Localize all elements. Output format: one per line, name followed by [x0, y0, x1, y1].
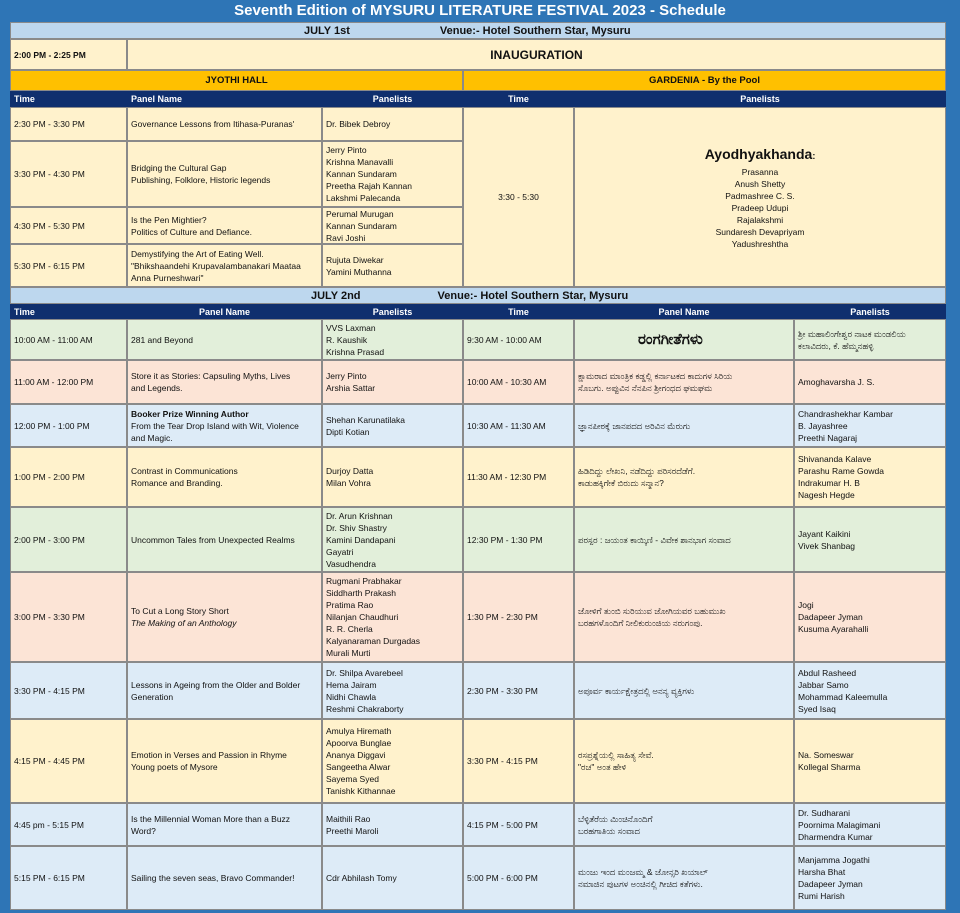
- session-panel-right: [574, 719, 794, 803]
- session-panel-line: Booker Prize Winning Author: [131, 408, 249, 419]
- session-panel-right: [574, 319, 794, 360]
- session-panel-line: To Cut a Long Story Short: [131, 606, 229, 616]
- session-panelists-right-line: ಕಲಾವಿದರು, ಕೆ. ಹೆಮ್ಮನಹಳ್ಳಿ: [798, 340, 874, 351]
- gardenia-panelist: Prasanna: [741, 167, 779, 177]
- session-panelists-line: Kannan Sundaram: [326, 169, 397, 179]
- session-panelists-line: R. Kaushik: [326, 334, 368, 345]
- session-time-right: 3:30 PM - 4:15 PM: [463, 719, 574, 803]
- header-time: Time: [10, 304, 127, 319]
- day2-date: JULY 2nd: [311, 289, 361, 302]
- session-panel: [127, 662, 322, 719]
- session-panelists: [322, 803, 463, 846]
- session-time: 4:45 pm - 5:15 PM: [10, 803, 127, 846]
- session-panel: [127, 404, 322, 447]
- session-panel-line: and Magic.: [131, 432, 173, 443]
- session-panel-line: Publishing, Folklore, Historic legends: [131, 175, 271, 185]
- session-panel-right-line: ಜ್ಞಾನಪೀಠಕ್ಕೆ ಜಾನಪದದ ಅರಿವಿನ ಮೆರುಗು: [578, 420, 691, 431]
- session-panelists: [322, 572, 463, 662]
- gardenia-panelist: Rajalakshmi: [736, 215, 784, 225]
- session-panel-right: [574, 662, 794, 719]
- session-panelists-line: Dipti Kotian: [326, 426, 370, 437]
- session-panelists-line: Shehan Karunatilaka: [326, 414, 405, 425]
- session-time-right: 4:15 PM - 5:00 PM: [463, 803, 574, 846]
- session-panelists-line: Yamini Muthanna: [326, 266, 392, 277]
- session-time: 3:30 PM - 4:15 PM: [10, 662, 127, 719]
- session-panel-right-line: ಬೆಳ್ಳಿತೆರೆಯ ಮಿಂಚಿನೊಂದಿಗೆ: [578, 813, 653, 824]
- session-panelists-right-line: Syed Isaq: [798, 703, 836, 714]
- session-panel-right-line: ಕ್ಷಾಮರಾದ ಮಾಂತ್ರಿಕ ಕಡ್ಡಲ್ಲಿ ಕರ್ನಾಟಕದ ಕಾದುಗಳ ಸಿರಿಯ: [578, 371, 733, 381]
- session-panel-right: [574, 803, 794, 846]
- session-panelists-right-line: Dadapeer Jyman: [798, 879, 863, 889]
- session-panel-right: [574, 447, 794, 507]
- session-time-right: 10:00 AM - 10:30 AM: [463, 360, 574, 404]
- session-panelists-right-line: Vivek Shanbag: [798, 540, 856, 551]
- session-time: 2:00 PM - 3:00 PM: [10, 507, 127, 572]
- session-panel: [127, 719, 322, 803]
- session-panelists-right-line: Poornima Malagimani: [798, 819, 881, 830]
- session-panel-line: Politics of Culture and Defiance.: [131, 226, 252, 237]
- session-panel-line: Contrast in Communications: [131, 466, 238, 476]
- session-panelists-right-line: Manjamma Jogathi: [798, 855, 870, 865]
- day2-header-row: [10, 287, 946, 304]
- session-panel-line: Is the Millennial Woman More than a Buzz: [131, 813, 291, 824]
- header-panel-name: Panel Name: [127, 304, 322, 319]
- session-panel-right-line: ರಂಗಗೀತೆಗಳು: [638, 330, 703, 348]
- header-panelists: Panelists: [322, 304, 463, 319]
- session-panel-right-line: "ರಚ" ಅಂತ ಹೇಳಿ: [578, 762, 627, 772]
- session-panelists-line: Jerry Pinto: [326, 145, 367, 155]
- header-panelists: Panelists: [322, 91, 463, 107]
- session-panelists-right-line: B. Jayashree: [798, 420, 848, 431]
- session-panelists-line: Tanishk Kithannae: [326, 786, 396, 796]
- session-panelists: [322, 319, 463, 360]
- session-panelists-line: Rujuta Diwekar: [326, 254, 384, 265]
- gardenia-panelist: Yadushreshtha: [731, 239, 789, 249]
- session-panelists: [322, 207, 463, 244]
- page-title: Seventh Edition of MYSURU LITERATURE FESTIVAL 2023 - Schedule: [234, 2, 726, 19]
- session-panel: [127, 572, 322, 662]
- hall-gardenia: GARDENIA - By the Pool: [463, 70, 946, 91]
- session-time-right: 2:30 PM - 3:30 PM: [463, 662, 574, 719]
- session-panelists-right-line: Na. Someswar: [798, 750, 854, 760]
- session-panel-right-line: ಬರಹಗಾತಿಯ ಸಂವಾದ: [578, 825, 640, 836]
- session-time-right: 5:00 PM - 6:00 PM: [463, 846, 574, 910]
- session-panelists-line: Sayema Syed: [326, 774, 379, 784]
- gardenia-panelist: Pradeep Udupi: [731, 203, 789, 213]
- session-panelists-line: Vasudhendra: [326, 558, 376, 569]
- session-panelists-line: Kannan Sundaram: [326, 220, 397, 231]
- session-time: 5:15 PM - 6:15 PM: [10, 846, 127, 910]
- session-time: 2:30 PM - 3:30 PM: [10, 107, 127, 141]
- session-time: 4:30 PM - 5:30 PM: [10, 207, 127, 244]
- session-time-right: 9:30 AM - 10:00 AM: [463, 319, 574, 360]
- session-time: 3:30 PM - 4:30 PM: [10, 141, 127, 207]
- session-panelists-right: [794, 507, 946, 572]
- session-panel-line: Word?: [131, 825, 156, 836]
- session-panelists: [322, 662, 463, 719]
- session-panelists-line: Lakshmi Palecanda: [326, 193, 401, 203]
- session-panelists-right: [794, 319, 946, 360]
- session-panelists-line: Murali Murti: [326, 648, 371, 658]
- session-panelists-right-line: Dharmendra Kumar: [798, 831, 873, 842]
- session-time-right: 12:30 PM - 1:30 PM: [463, 507, 574, 572]
- session-panelists-right-line: Preethi Nagaraj: [798, 432, 858, 443]
- session-time-right: 1:30 PM - 2:30 PM: [463, 572, 574, 662]
- gardenia-title-suffix: :: [812, 151, 816, 161]
- session-panelists-line: Milan Vohra: [326, 478, 371, 488]
- session-panelists-right: [794, 572, 946, 662]
- session-panelists-right: [794, 662, 946, 719]
- session-panelists-right-line: Kusuma Ayarahalli: [798, 624, 869, 634]
- session-panel-line: Governance Lessons from Itihasa-Puranas': [131, 119, 295, 129]
- session-panelists-right-line: ಶ್ರೀ ಮಹಾಲಿಂಗೇಶ್ವರ ನಾಟಕ ಮಂಡಲಿಯ: [798, 328, 906, 339]
- session-panelists-line: Reshmi Chakraborty: [326, 703, 404, 714]
- header-panelists-right: Panelists: [574, 91, 946, 107]
- session-panel: [127, 107, 322, 141]
- session-panelists-right-line: Dr. Sudharani: [798, 807, 850, 818]
- header-panel-name-right: Panel Name: [574, 304, 794, 319]
- header-time: Time: [10, 91, 127, 107]
- session-panelists-line: Krishna Prasad: [326, 346, 385, 357]
- session-panel: [127, 846, 322, 910]
- session-panelists-line: Kalyanaraman Durgadas: [326, 636, 421, 646]
- session-panelists-line: Dr. Shiv Shastry: [326, 522, 387, 533]
- session-panelists-line: Perumal Murugan: [326, 208, 394, 219]
- session-panelists-line: VVS Laxman: [326, 322, 376, 333]
- session-panel-right: [574, 360, 794, 404]
- header-time-right: Time: [463, 304, 574, 319]
- session-panel: [127, 803, 322, 846]
- session-panelists-right-line: Dadapeer Jyman: [798, 612, 863, 622]
- session-panel-line: Lessons in Ageing from the Older and Bolder: [131, 679, 301, 690]
- session-panelists: [322, 141, 463, 207]
- session-time-right: 11:30 AM - 12:30 PM: [463, 447, 574, 507]
- session-panel-right-line: ರಸಪ್ರಶ್ನೆಯಲ್ಲಿ ಸಾಹಿತ್ಯ ಸೇವೆ.: [578, 750, 654, 760]
- session-panel-line: Sailing the seven seas, Bravo Commander!: [131, 873, 295, 883]
- session-time: 12:00 PM - 1:00 PM: [10, 404, 127, 447]
- session-time: 5:30 PM - 6:15 PM: [10, 244, 127, 287]
- session-panelists-line: Maithili Rao: [326, 813, 371, 824]
- session-panel-line: Young poets of Mysore: [131, 762, 218, 772]
- session-panelists: [322, 107, 463, 141]
- session-panelists-right-line: Abdul Rasheed: [798, 667, 857, 678]
- session-panelists-line: Nidhi Chawla: [326, 691, 377, 702]
- session-time: 1:00 PM - 2:00 PM: [10, 447, 127, 507]
- hall-jyothi: JYOTHI HALL: [10, 70, 463, 91]
- gardenia-time: 3:30 - 5:30: [463, 107, 574, 287]
- session-panel-right: [574, 846, 794, 910]
- session-panelists-right: [794, 803, 946, 846]
- session-panel: [127, 447, 322, 507]
- inauguration-label: INAUGURATION: [127, 39, 946, 70]
- session-panel-line: Demystifying the Art of Eating Well.: [131, 248, 264, 259]
- session-panelists-right: [794, 404, 946, 447]
- gardenia-panelist: Sundaresh Devapriyam: [715, 227, 805, 237]
- session-panelists-right-line: Shivananda Kalave: [798, 454, 872, 464]
- session-panel-right-line: ಅಪೂರ್ವ ಕಾರ್ಯಕ್ಷೇತ್ರದಲ್ಲಿ ಅನನ್ಯ ವ್ಯಕ್ತಿಗಳು: [578, 685, 695, 696]
- session-panelists: [322, 404, 463, 447]
- day1-date: JULY 1st: [304, 24, 350, 37]
- session-panel-line: Is the Pen Mightier?: [131, 214, 207, 225]
- session-panel-line: Emotion in Verses and Passion in Rhyme: [131, 750, 287, 760]
- session-panel-right: [574, 404, 794, 447]
- session-panelists-line: Durjoy Datta: [326, 466, 374, 476]
- session-panelists-line: Dr. Bibek Debroy: [326, 119, 391, 129]
- session-panelists: [322, 360, 463, 404]
- session-panelists-right-line: Chandrashekhar Kambar: [798, 408, 893, 419]
- session-panel-line: Romance and Branding.: [131, 478, 223, 488]
- session-panel-line: "Bhikshaandehi Krupavalambanakari Maataa: [131, 260, 301, 271]
- session-panelists-right-line: Nagesh Hegde: [798, 490, 855, 500]
- session-panel: [127, 507, 322, 572]
- session-panel-line: The Making of an Anthology: [131, 618, 237, 628]
- session-panel-line: From the Tear Drop Island with Wit, Violence: [131, 420, 299, 431]
- header-time-right: Time: [463, 91, 574, 107]
- session-panelists: [322, 447, 463, 507]
- session-panel-right-line: ಕಾಡುಹಕ್ಕಿಗೇಕೆ ಬಿರುದು ಸನ್ಮಾನ?: [578, 478, 664, 488]
- session-panelists-right-line: Rumi Harish: [798, 891, 845, 901]
- gardenia-title-text: Ayodhyakhanda: [704, 146, 813, 162]
- session-time: 4:15 PM - 4:45 PM: [10, 719, 127, 803]
- session-panelists-line: Amulya Hiremath: [326, 726, 392, 736]
- session-panel: [127, 319, 322, 360]
- session-panelists: [322, 846, 463, 910]
- session-panelists-line: Hema Jairam: [326, 679, 377, 690]
- session-panelists-line: Gayatri: [326, 546, 354, 557]
- session-time-right: 10:30 AM - 11:30 AM: [463, 404, 574, 447]
- session-panelists-right: [794, 360, 946, 404]
- session-panelists-line: Preethi Maroli: [326, 825, 379, 836]
- session-panelists-right-line: Jayant Kaikini: [798, 528, 851, 539]
- session-panelists: [322, 244, 463, 287]
- inauguration-time: 2:00 PM - 2:25 PM: [10, 39, 127, 70]
- session-panelists-right-line: Jogi: [798, 600, 814, 610]
- session-panel-right-line: ನಮಾಜಿನ ಪುಟಗಳ ಅಂಚಿನಲ್ಲಿ ಗೀಚಿದ ಕತೆಗಳು.: [578, 879, 703, 889]
- session-panelists-right-line: Kollegal Sharma: [798, 762, 861, 772]
- gardenia-session: [574, 107, 946, 287]
- session-panelists-line: Preetha Rajah Kannan: [326, 181, 413, 191]
- header-panelists-right: Panelists: [794, 304, 946, 319]
- gardenia-panelist: Padmashree C. S.: [725, 191, 795, 201]
- session-panelists-line: Siddharth Prakash: [326, 588, 396, 598]
- session-panelists-line: Ananya Diggavi: [326, 750, 386, 760]
- session-panel-line: 281 and Beyond: [131, 334, 193, 345]
- session-panelists-line: Jerry Pinto: [326, 371, 367, 381]
- session-panel-right-line: ಹಿಡಿದಿದ್ದು ಲೇಖನಿ, ನಡೆದಿದ್ದು ಪರಿಸರದೆಡೆಗೆ.: [578, 466, 696, 476]
- session-panelists-right-line: Amoghavarsha J. S.: [798, 377, 875, 387]
- header-panel-name: Panel Name: [127, 91, 322, 107]
- session-panel: [127, 360, 322, 404]
- day1-venue: Venue:- Hotel Southern Star, Mysuru: [439, 24, 631, 37]
- session-panelists-right-line: Parashu Rame Gowda: [798, 466, 884, 476]
- session-panelists-line: Apoorva Bunglae: [326, 738, 392, 748]
- session-panelists-line: R. R. Cherla: [326, 624, 373, 634]
- session-panelists: [322, 507, 463, 572]
- gardenia-title: [705, 144, 816, 166]
- session-time: 11:00 AM - 12:00 PM: [10, 360, 127, 404]
- session-panelists-line: Sangeetha Alwar: [326, 762, 391, 772]
- session-panelists-right-line: Indrakumar H. B: [798, 478, 860, 488]
- session-panel-line: and Legends.: [131, 383, 183, 393]
- session-panel: [127, 141, 322, 207]
- session-panel: [127, 244, 322, 287]
- session-panelists-line: Kamini Dandapani: [326, 534, 396, 545]
- session-panel-line: Store it as Stories: Capsuling Myths, Lives: [131, 371, 291, 381]
- session-panelists-line: Arshia Sattar: [326, 383, 376, 393]
- session-panelists-line: Ravi Joshi: [326, 232, 366, 243]
- session-panel-line: Uncommon Tales from Unexpected Realms: [131, 534, 295, 545]
- session-panel-right-line: ಪರಸ್ಪರ : ಜಯಂತ ಕಾಯ್ಕಿಣಿ - ವಿವೇಕ ಶಾನಭಾಗ ಸಂವಾದ: [578, 534, 731, 545]
- session-panelists-line: Pratima Rao: [326, 600, 374, 610]
- gardenia-panelist: Anush Shetty: [734, 179, 786, 189]
- session-panelists-line: Dr. Shilpa Avarebeel: [326, 667, 403, 678]
- session-panelists-right-line: Mohammad Kaleemulla: [798, 691, 888, 702]
- session-panelists-line: Cdr Abhilash Tomy: [326, 873, 397, 883]
- session-panel-right: [574, 572, 794, 662]
- session-panelists-right-line: Jabbar Samo: [798, 679, 849, 690]
- session-panelists-line: Nilanjan Chaudhuri: [326, 612, 399, 622]
- session-panelists-line: Rugmani Prabhakar: [326, 576, 402, 586]
- session-panel-right-line: ಸೊಬಗು. ಅಪ್ಪುವಿನ ನೆನಪಿನ ಶ್ರೀಗಂಧದ ಘಮಘಮ: [578, 383, 713, 393]
- session-panel: [127, 207, 322, 244]
- session-panelists-line: Krishna Manavalli: [326, 157, 394, 167]
- session-panelists-right-line: Harsha Bhat: [798, 867, 846, 877]
- session-panelists-right: [794, 846, 946, 910]
- session-panelists-right: [794, 447, 946, 507]
- session-panel-right-line: ಬರಹಗಳೊಂದಿಗೆ ನೀಲಿಕುರುಂಜಿಯ ನರುಗಂಪು.: [578, 618, 703, 628]
- session-panelists-right: [794, 719, 946, 803]
- session-panelists-line: Dr. Arun Krishnan: [326, 510, 393, 521]
- session-panel-line: Generation: [131, 691, 174, 702]
- session-panel-line: Anna Purneshwari": [131, 272, 204, 283]
- day2-venue: Venue:- Hotel Southern Star, Mysuru: [437, 289, 629, 302]
- session-panel-right: [574, 507, 794, 572]
- session-panelists: [322, 719, 463, 803]
- session-time: 3:00 PM - 3:30 PM: [10, 572, 127, 662]
- session-panel-right-line: ಮಂಜು ಇಂದ ಮಂಜಮ್ಮ & ಜೋನ್ಸರಿ ಖಯಾಲ್: [578, 867, 708, 877]
- session-panel-right-line: ಜೋಳಿಗೆ ತುಂಬಿ ಸುರಿಯುವ ಜೋಗಿಯವರ ಬಹುಮುಖ: [578, 606, 726, 616]
- session-panel-line: Bridging the Cultural Gap: [131, 163, 227, 173]
- day1-header-row: [10, 22, 946, 39]
- session-time: 10:00 AM - 11:00 AM: [10, 319, 127, 360]
